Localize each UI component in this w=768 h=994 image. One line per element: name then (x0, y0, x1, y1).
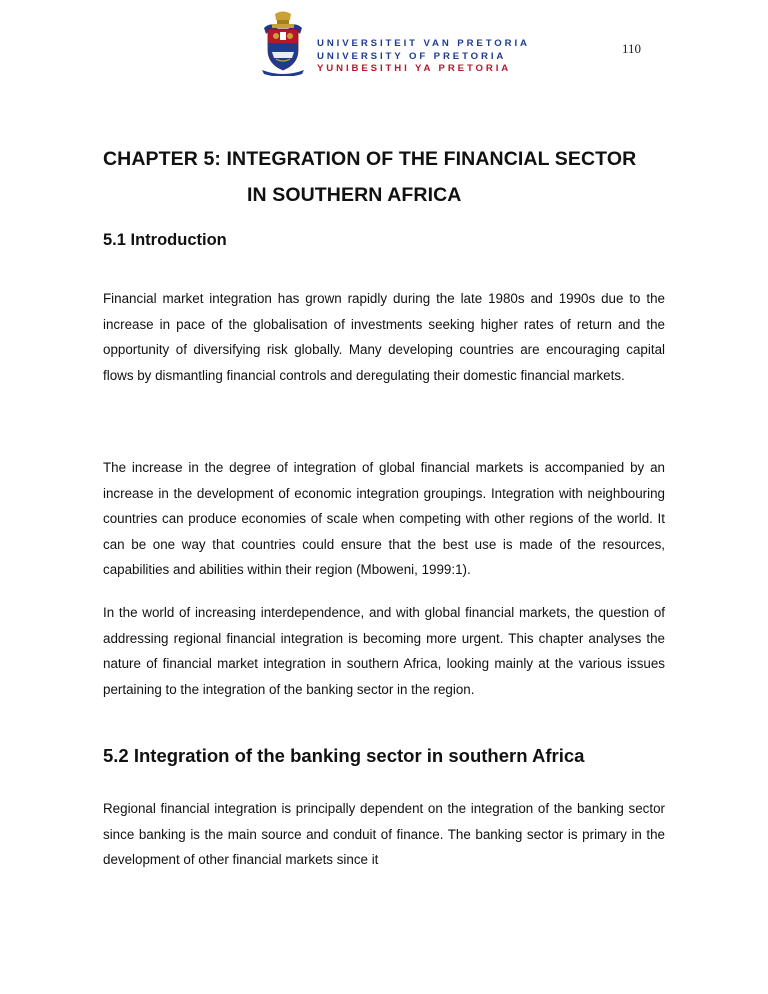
paragraph: In the world of increasing interdependence, and with global financial markets, the question of addressing regional financial integration is becoming more urgent. This chapter analyses the nature of financial market integration in southern Africa, looking mainly at the various issues pertaining to the integration of the banking sector in the region. (103, 605, 665, 697)
paragraph: Regional financial integration is principally dependent on the integration of the banking sector since banking is the main source and conduit of finance. The banking sector is primary in the development of other financial markets since it (103, 801, 665, 867)
university-names (317, 38, 530, 76)
university-name-english: UNIVERSITY OF PRETORIA (317, 50, 507, 62)
page-number: 110 (621, 41, 641, 56)
section-heading-banking-integration: 5.2 Integration of the banking sector in southern Africa (103, 745, 585, 766)
paragraph: The increase in the degree of integration of global financial markets is accompanied by an increase in the development of economic integration groupings. Integration with neighbouring countries can produce economies of scale when competing with other regions of the world. It can be one way that countries could ensure that the best use is made of the resources, capabilities and abilities within their region (Mboweni, 1999:1). (103, 460, 665, 577)
paragraph: Financial market integration has grown rapidly during the late 1980s and 1990s due to the increase in pace of the globalisation of investments seeking higher rates of return and the opportunity of diversifying risk globally. Many developing countries are encouraging capital flows by dismantling financial controls and deregulating their domestic financial markets. (103, 291, 665, 383)
chapter-title-line-2: IN SOUTHERN AFRICA (247, 184, 462, 206)
chapter-title-line-1: CHAPTER 5: INTEGRATION OF THE FINANCIAL SECTOR (103, 148, 637, 170)
section-heading-introduction: 5.1 Introduction (103, 231, 227, 249)
page-header (0, 0, 768, 90)
university-name-afrikaans: UNIVERSITEIT VAN PRETORIA (317, 38, 530, 49)
university-name-sepedi: YUNIBESITHI YA PRETORIA (317, 63, 512, 74)
chapter-title (103, 141, 703, 213)
university-crest-icon (258, 10, 308, 76)
